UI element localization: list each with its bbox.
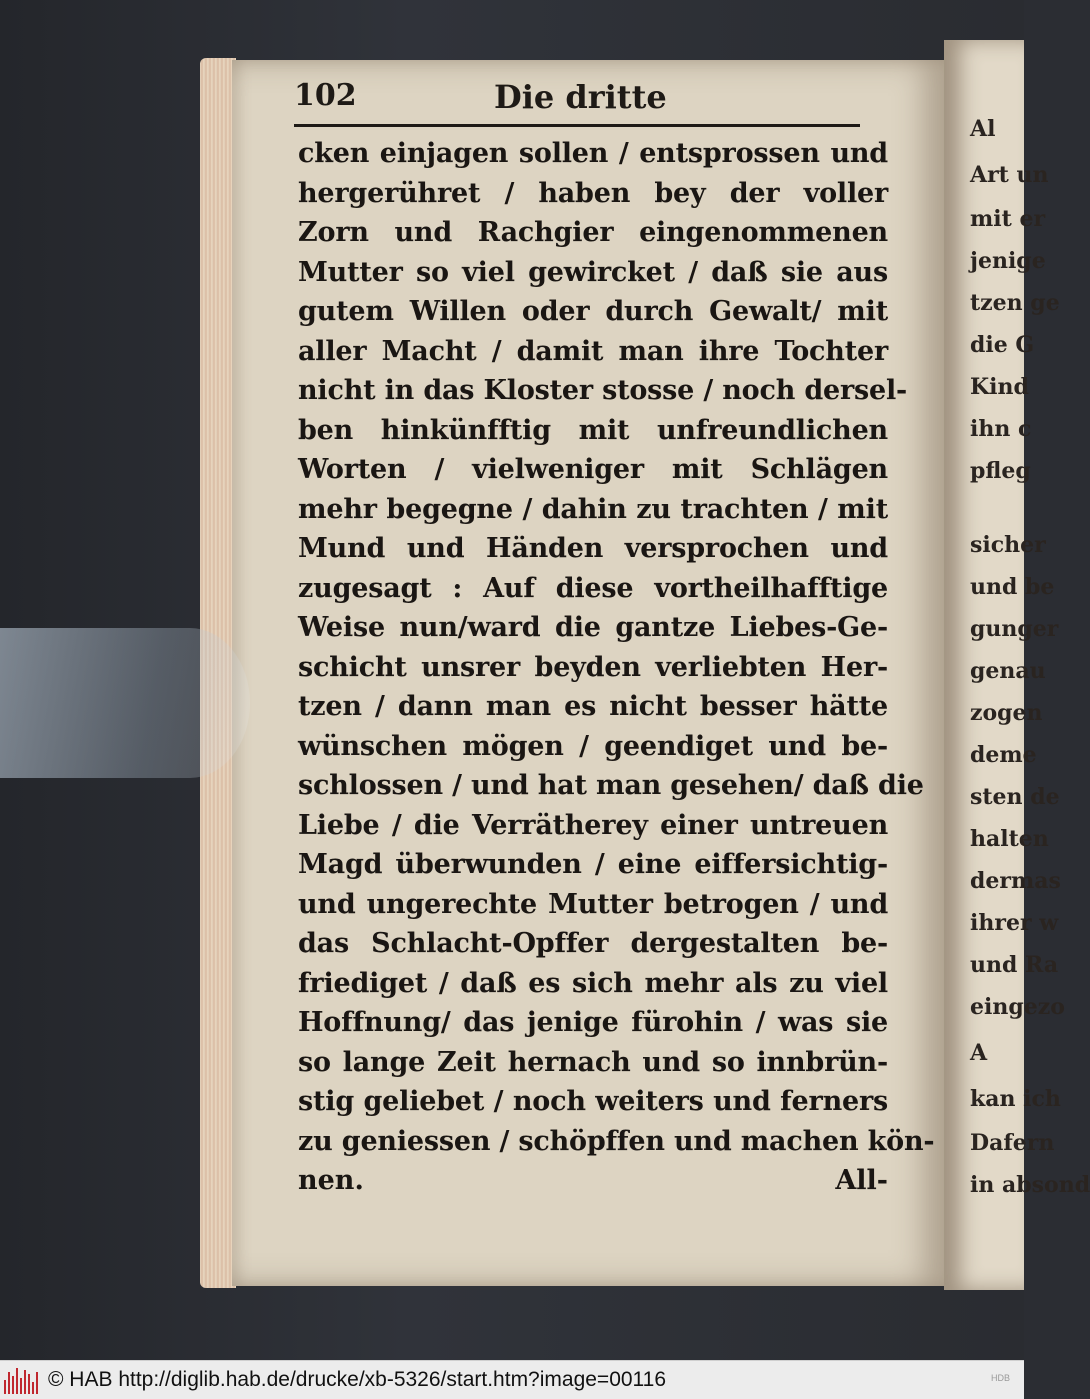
text-line: Hoffnung/ das jenige fürohin / was sie xyxy=(298,1007,888,1038)
right-page-text: halten xyxy=(970,826,1049,852)
running-head xyxy=(294,78,854,122)
text-line: friediget / daß es sich mehr als zu viel xyxy=(298,967,888,999)
right-page-text: kan ich xyxy=(970,1086,1061,1112)
right-page-text: Kind xyxy=(970,374,1029,400)
text-line: stig geliebet / noch weiters und ferners xyxy=(298,1086,888,1117)
text-line: und ungerechte Mutter betrogen / und xyxy=(298,888,888,920)
text-line: Mund und Händen versprochen und xyxy=(298,533,888,564)
right-page-text: mit er xyxy=(970,206,1046,232)
right-page-text: in absond xyxy=(970,1172,1090,1198)
right-page-text: die G xyxy=(970,332,1035,358)
text-line: Weise nun/ward die gantze Liebes-Ge- xyxy=(298,612,888,643)
right-page-text: jenige xyxy=(970,248,1046,274)
text-line: das Schlacht-Opffer dergestalten be- xyxy=(298,928,888,959)
text-line: Zorn und Rachgier eingenommenen xyxy=(298,217,888,248)
footer-bar xyxy=(0,1360,1024,1399)
text-line: Worten / vielweniger mit Schlägen xyxy=(298,454,888,485)
final-line xyxy=(298,1161,888,1201)
copyright-link[interactable]: © HAB http://diglib.hab.de/drucke/xb-5326/start.htm?image=00116 xyxy=(48,1368,667,1391)
right-page-text: Dafern xyxy=(970,1130,1055,1156)
last-line-text: nen. xyxy=(298,1165,364,1196)
text-line: schlossen / und hat man gesehen/ daß die xyxy=(298,770,924,801)
text-line: zu geniessen / schöpffen und machen kön- xyxy=(298,1125,935,1157)
right-page-text: sicher xyxy=(970,532,1046,558)
text-line: zugesagt : Auf diese vortheilhafftige xyxy=(298,572,888,604)
right-page-text: Art un xyxy=(970,162,1049,188)
body-text xyxy=(298,134,935,1201)
hab-logo-icon xyxy=(4,1366,40,1394)
text-line: hergerühret / haben bey der voller xyxy=(298,177,888,209)
text-line: cken einjagen sollen / entsprossen und xyxy=(298,138,888,169)
right-page-text: deme xyxy=(970,742,1037,768)
page-number: 102 xyxy=(294,78,357,113)
text-line: Mutter so viel gewircket / daß sie aus xyxy=(298,256,888,288)
footer-mark: HDB xyxy=(990,1373,1010,1383)
right-page-text: zogen xyxy=(970,700,1043,726)
text-line: mehr begegne / dahin zu trachten / mit xyxy=(298,493,888,525)
right-page-text: dermas xyxy=(970,868,1061,894)
text-line: tzen / dann man es nicht besser hätte xyxy=(298,691,888,722)
right-page-text: A xyxy=(970,1040,988,1066)
running-head-title: Die dritte xyxy=(494,78,667,116)
text-line: so lange Zeit hernach und so innbrün- xyxy=(298,1046,888,1078)
head-rule xyxy=(294,124,860,127)
left-page xyxy=(232,60,944,1286)
right-page-text: eingezo xyxy=(970,994,1065,1020)
right-page-text: ihrer w xyxy=(970,910,1059,936)
catchword: All- xyxy=(835,1165,888,1196)
text-line: wünschen mögen / geendiget und be- xyxy=(298,730,888,762)
right-page-fragment xyxy=(944,40,1090,1290)
text-line: aller Macht / damit man ihre Tochter xyxy=(298,335,888,367)
text-line: Magd überwunden / eine eiffersichtig- xyxy=(298,849,888,880)
right-page-text: gunger xyxy=(970,616,1059,642)
right-page-text: ihn c xyxy=(970,416,1032,442)
right-page-text: genau xyxy=(970,658,1046,684)
text-line: Liebe / die Verrätherey einer untreuen xyxy=(298,809,888,841)
text-line: ben hinkünfftig mit unfreundlichen xyxy=(298,414,888,446)
glass-page-weight xyxy=(0,628,250,778)
right-page-text: und Ra xyxy=(970,952,1059,978)
text-line: gutem Willen oder durch Gewalt/ mit xyxy=(298,296,888,327)
right-page-text: pfleg xyxy=(970,458,1031,484)
right-page-text: tzen ge xyxy=(970,290,1060,316)
right-page-text: Al xyxy=(970,116,996,142)
right-page-text: sten de xyxy=(970,784,1060,810)
text-line: schicht unsrer beyden verliebten Her- xyxy=(298,651,888,683)
text-line: nicht in das Kloster stosse / noch dersel- xyxy=(298,375,908,406)
right-page-text: und be xyxy=(970,574,1055,600)
